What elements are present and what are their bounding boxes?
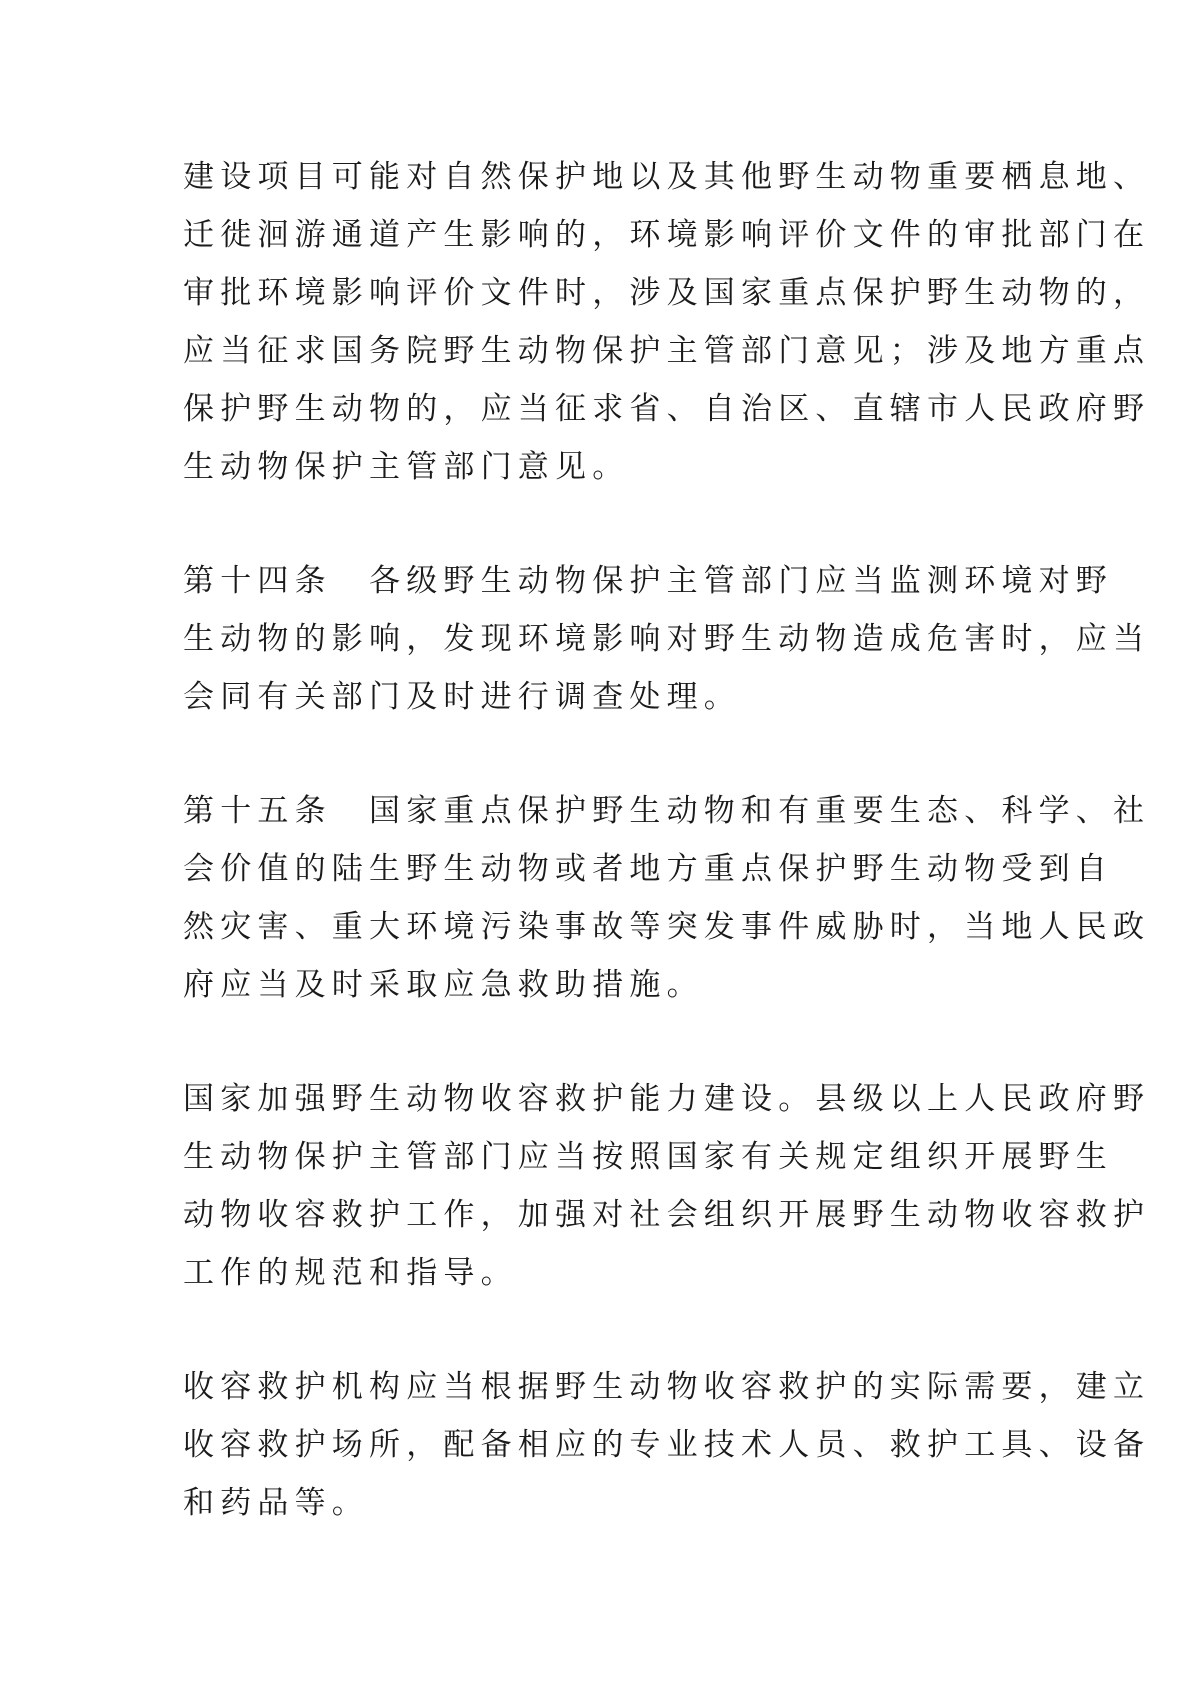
document-body [183, 148, 1151, 1588]
text-line: 会价值的陆生野生动物或者地方重点保护野生动物受到自 [183, 851, 1113, 887]
text-line: 审批环境影响评价文件时，涉及国家重点保护野生动物的， [183, 275, 1151, 311]
text-line: 生动物的影响，发现环境影响对野生动物造成危害时，应当 [183, 621, 1151, 657]
text-line: 生动物保护主管部门应当按照国家有关规定组织开展野生 [183, 1139, 1113, 1175]
text-line: 迁徙洄游通道产生影响的，环境影响评价文件的审批部门在 [183, 217, 1151, 253]
text-line: 动物收容救护工作，加强对社会组织开展野生动物收容救护 [183, 1197, 1151, 1233]
text-line: 和药品等。 [183, 1485, 369, 1521]
text-line: 应当征求国务院野生动物保护主管部门意见；涉及地方重点 [183, 333, 1151, 369]
text-line: 工作的规范和指导。 [183, 1255, 518, 1291]
paragraph-rescue-capacity [183, 1070, 1151, 1302]
text-line: 府应当及时采取应急救助措施。 [183, 967, 704, 1003]
text-line: 保护野生动物的，应当征求省、自治区、直辖市人民政府野 [183, 391, 1151, 427]
text-line: 然灾害、重大环境污染事故等突发事件威胁时，当地人民政 [183, 909, 1151, 945]
text-line: 第十四条 各级野生动物保护主管部门应当监测环境对野 [183, 563, 1113, 599]
text-line: 国家加强野生动物收容救护能力建设。县级以上人民政府野 [183, 1081, 1151, 1117]
text-line: 收容救护场所，配备相应的专业技术人员、救护工具、设备 [183, 1427, 1151, 1463]
text-line: 收容救护机构应当根据野生动物收容救护的实际需要，建立 [183, 1369, 1151, 1405]
paragraph-article-14 [183, 552, 1151, 726]
paragraph-rescue-institutions [183, 1358, 1151, 1532]
paragraph-article-15 [183, 782, 1151, 1014]
text-line: 会同有关部门及时进行调查处理。 [183, 679, 741, 715]
text-line: 第十五条 国家重点保护野生动物和有重要生态、科学、社 [183, 793, 1151, 829]
paragraph-eia-approval [183, 148, 1151, 496]
text-line: 生动物保护主管部门意见。 [183, 449, 630, 485]
text-line: 建设项目可能对自然保护地以及其他野生动物重要栖息地、 [183, 159, 1151, 195]
